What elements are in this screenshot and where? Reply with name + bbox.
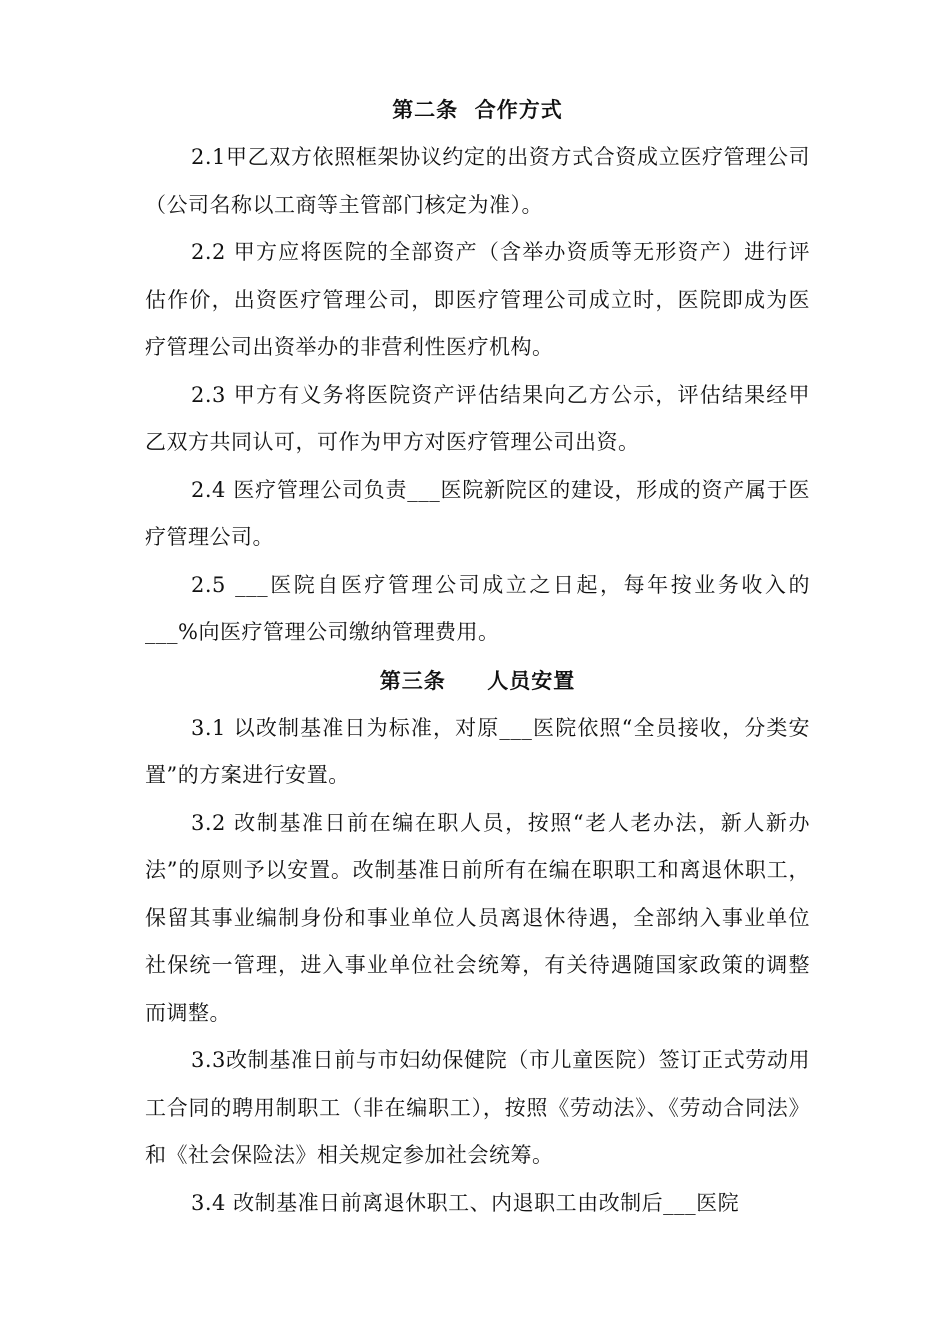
clause-paragraph: 2.4 医疗管理公司负责___医院新院区的建设，形成的资产属于医疗管理公司。 [145, 477, 810, 549]
clause-paragraph: 3.2 改制基准日前在编在职人员，按照“老人老办法，新人新办法”的原则予以安置。改制基准日前所有在编在职职工和离退休职工，保留其事业编制身份和事业单位人员离退休待遇，全部纳入事业单位社保统一管理，进入事业单位社会统筹，有关待遇随国家政策的调整而调整。 [145, 810, 810, 1025]
clause-paragraph: 2.5 ___医院自医疗管理公司成立之日起，每年按业务收入的___%向医疗管理公司缴纳管理费用。 [145, 572, 810, 644]
section-heading: 第三条 人员安置 [379, 667, 576, 693]
document-page [145, 86, 810, 1227]
clause-paragraph: 2.2 甲方应将医院的全部资产（含举办资质等无形资产）进行评估作价，出资医疗管理公司，即医疗管理公司成立时，医院即成为医疗管理公司出资举办的非营利性医疗机构。 [145, 240, 810, 359]
clause-paragraph: 2.1甲乙双方依照框架协议约定的出资方式合资成立医疗管理公司（公司名称以工商等主管部门核定为准）。 [145, 145, 810, 217]
clause-paragraph: 2.3 甲方有义务将医院资产评估结果向乙方公示，评估结果经甲乙双方共同认可，可作为甲方对医疗管理公司出资。 [145, 382, 810, 454]
clause-paragraph: 3.1 以改制基准日为标准，对原___医院依照“全员接收，分类安置”的方案进行安置。 [145, 715, 810, 787]
section-heading: 第二条 合作方式 [392, 97, 563, 122]
clause-paragraph: 3.3改制基准日前与市妇幼保健院（市儿童医院）签订正式劳动用工合同的聘用制职工（非在编职工），按照《劳动法》、《劳动合同法》和《社会保险法》相关规定参加社会统筹。 [145, 1048, 810, 1167]
clause-paragraph: 3.4 改制基准日前离退休职工、内退职工由改制后___医院 [191, 1190, 740, 1215]
